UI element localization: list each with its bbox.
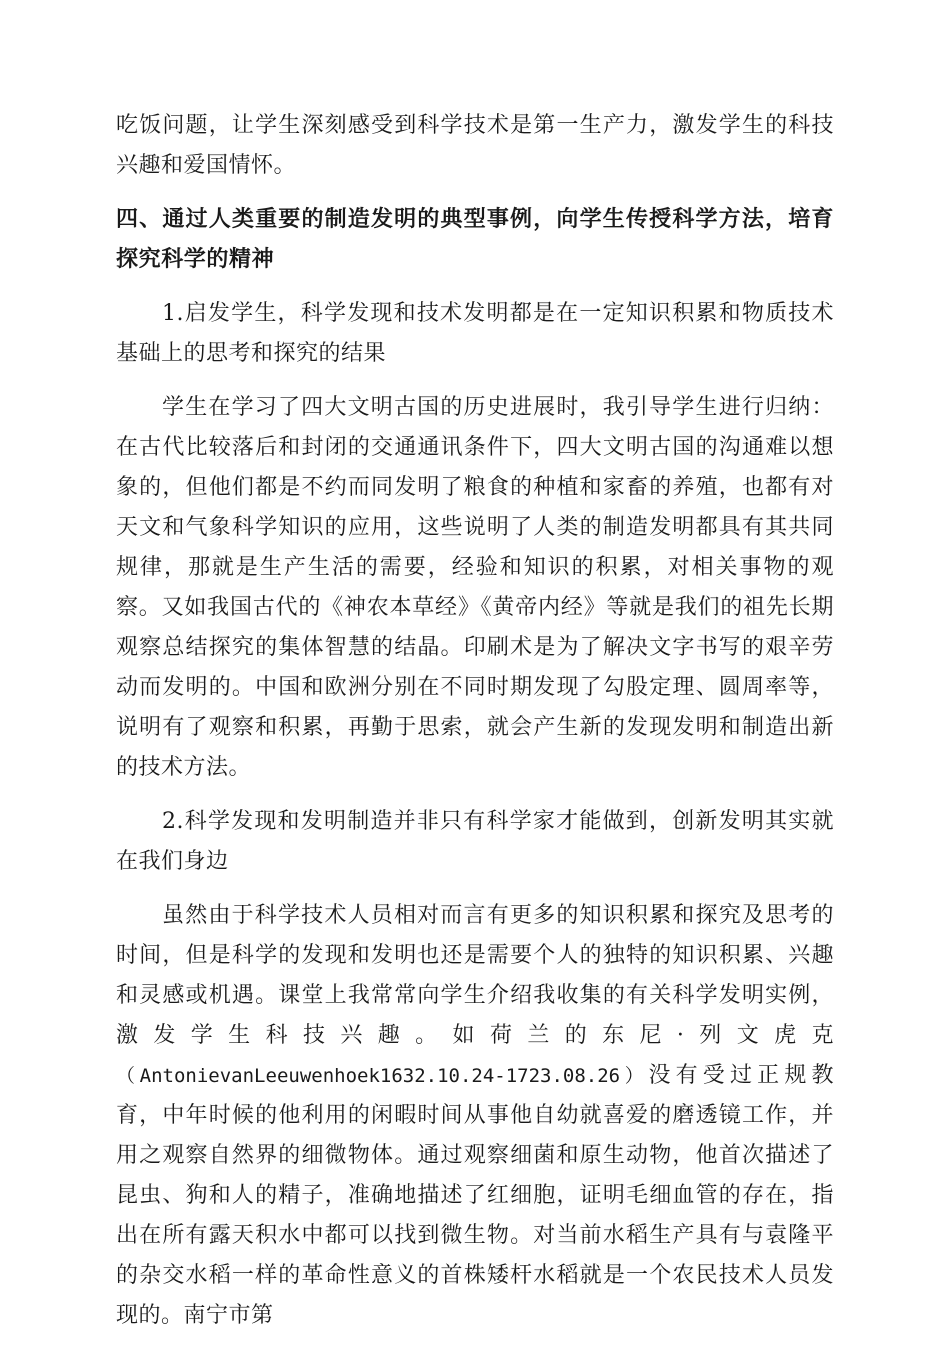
section-4-heading: 四、通过人类重要的制造发明的典型事例，向学生传授科学方法，培育探究科学的精神 xyxy=(116,207,834,272)
subsection-1-body-paragraph: 学生在学习了四大文明古国的历史进展时，我引导学生进行归纳：在古代比较落后和封闭的交通通讯条件下，四大文明古国的沟通难以想象的，但他们都是不约而同发明了粮食的种植和家畜的养殖，也都有对天文和气象科学知识的应用，这些说明了人类的制造发明都具有其共同规律，那就是生产生活的需要，经验和知识的积累，对相关事物的观察。又如我国古代的《神农本草经》《黄帝内经》等就是我们的祖先长期观察总结探究的集体智慧的结晶。印刷术是为了解决文字书写的艰辛劳动而发明的。中国和欧洲分别在不同时期发现了勾股定理、圆周率等，说明有了观察和积累，再勤于思索，就会产生新的发现发明和制造出新的技术方法。 xyxy=(116,395,834,780)
leeuwenhoek-name-and-dates: （AntonievanLeeuwenhoek1632.10.24-1723.08.26） xyxy=(116,1065,649,1087)
intro-continuation-paragraph: 吃饭问题，让学生深刻感受到科学技术是第一生产力，激发学生的科技兴趣和爱国情怀。 xyxy=(116,113,834,178)
subsection-2-body-text-part2: 没有受过正规教育，中年时候的他利用的闲暇时间从事他自幼就喜爱的磨透镜工作，并用之观察自然界的细微物体。通过观察细菌和原生动物，他首次描述了昆虫、狗和人的精子，准确地描述了红细胞，证明毛细血管的存在，指出在所有露天积水中都可以找到微生物。对当前水稻生产具有与袁隆平的杂交水稻一样的革命性意义的首株矮杆水稻就是一个农民技术人员发现的。南宁市第 xyxy=(116,1063,834,1328)
document-body xyxy=(116,106,834,1350)
subsection-2-body-text-part1: 虽然由于科学技术人员相对而言有更多的知识积累和探究及思考的时间，但是科学的发现和发明也还是需要个人的独特的知识积累、兴趣和灵感或机遇。课堂上我常常向学生介绍我收集的有关科学发明实例，激发学生科技兴趣。如荷兰的东尼·列文虎克 xyxy=(116,903,834,1048)
subsection-1-heading: 1.启发学生，科学发现和技术发明都是在一定知识积累和物质技术基础上的思考和探究的结果 xyxy=(116,301,834,366)
subsection-2-body-paragraph xyxy=(116,896,834,1336)
subsection-2-heading: 2.科学发现和发明制造并非只有科学家才能做到，创新发明其实就在我们身边 xyxy=(116,809,834,874)
